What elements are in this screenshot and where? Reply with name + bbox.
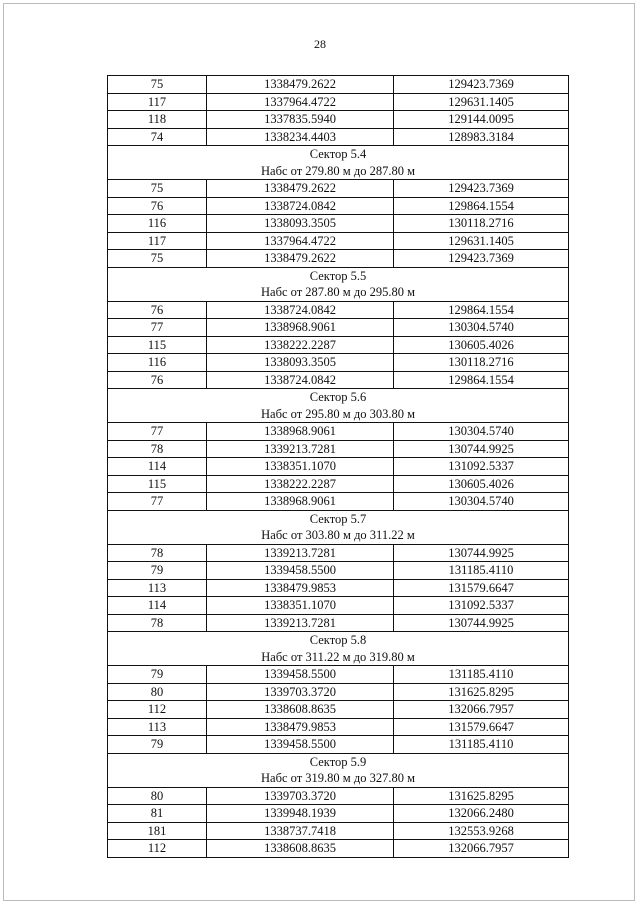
point-number-cell: 79 [108, 666, 207, 684]
y-coordinate-cell: 130744.9925 [394, 544, 569, 562]
y-coordinate-cell: 130304.5740 [394, 493, 569, 511]
x-coordinate-cell: 1338222.2287 [207, 475, 394, 493]
x-coordinate-cell: 1337835.5940 [207, 111, 394, 129]
table-row [108, 423, 569, 441]
x-coordinate-cell: 1338093.3505 [207, 354, 394, 372]
sector-header-row [108, 146, 569, 163]
y-coordinate-cell: 131185.4110 [394, 666, 569, 684]
sector-range-row [108, 406, 569, 423]
sector-range: Набс от 279.80 м до 287.80 м [108, 163, 569, 180]
table-row [108, 232, 569, 250]
y-coordinate-cell: 131092.5337 [394, 597, 569, 615]
sector-title: Сектор 5.4 [108, 146, 569, 163]
y-coordinate-cell: 131625.8295 [394, 787, 569, 805]
x-coordinate-cell: 1339213.7281 [207, 440, 394, 458]
table-row [108, 736, 569, 754]
y-coordinate-cell: 129864.1554 [394, 301, 569, 319]
table-row [108, 111, 569, 129]
x-coordinate-cell: 1338479.2622 [207, 76, 394, 94]
x-coordinate-cell: 1339213.7281 [207, 614, 394, 632]
y-coordinate-cell: 132553.9268 [394, 822, 569, 840]
y-coordinate-cell: 129423.7369 [394, 76, 569, 94]
sector-header-row [108, 753, 569, 770]
point-number-cell: 112 [108, 701, 207, 719]
y-coordinate-cell: 130744.9925 [394, 614, 569, 632]
table-row [108, 76, 569, 94]
point-number-cell: 78 [108, 544, 207, 562]
table-row [108, 493, 569, 511]
y-coordinate-cell: 131579.6647 [394, 579, 569, 597]
x-coordinate-cell: 1338724.0842 [207, 371, 394, 389]
sector-range-row [108, 527, 569, 544]
y-coordinate-cell: 132066.7957 [394, 840, 569, 858]
table-row [108, 597, 569, 615]
point-number-cell: 118 [108, 111, 207, 129]
table-row [108, 440, 569, 458]
point-number-cell: 76 [108, 371, 207, 389]
sector-range: Набс от 303.80 м до 311.22 м [108, 527, 569, 544]
y-coordinate-cell: 130118.2716 [394, 354, 569, 372]
point-number-cell: 75 [108, 180, 207, 198]
point-number-cell: 76 [108, 301, 207, 319]
point-number-cell: 75 [108, 76, 207, 94]
page-number: 28 [314, 37, 326, 51]
point-number-cell: 77 [108, 319, 207, 337]
x-coordinate-cell: 1339703.3720 [207, 787, 394, 805]
y-coordinate-cell: 129864.1554 [394, 197, 569, 215]
y-coordinate-cell: 132066.2480 [394, 805, 569, 823]
table-row [108, 371, 569, 389]
point-number-cell: 76 [108, 197, 207, 215]
table-row [108, 579, 569, 597]
point-number-cell: 79 [108, 736, 207, 754]
y-coordinate-cell: 130304.5740 [394, 319, 569, 337]
table-row [108, 250, 569, 268]
x-coordinate-cell: 1337964.4722 [207, 93, 394, 111]
x-coordinate-cell: 1339213.7281 [207, 544, 394, 562]
x-coordinate-cell: 1338093.3505 [207, 215, 394, 233]
table-row [108, 301, 569, 319]
y-coordinate-cell: 131185.4110 [394, 562, 569, 580]
sector-range-row [108, 649, 569, 666]
table-row [108, 614, 569, 632]
table-row [108, 93, 569, 111]
point-number-cell: 117 [108, 93, 207, 111]
table-row [108, 197, 569, 215]
point-number-cell: 116 [108, 354, 207, 372]
y-coordinate-cell: 130605.4026 [394, 336, 569, 354]
x-coordinate-cell: 1338724.0842 [207, 301, 394, 319]
sector-range: Набс от 311.22 м до 319.80 м [108, 649, 569, 666]
sector-range-row [108, 770, 569, 787]
y-coordinate-cell: 131579.6647 [394, 718, 569, 736]
sector-header-row [108, 267, 569, 284]
table-row [108, 336, 569, 354]
y-coordinate-cell: 131092.5337 [394, 458, 569, 476]
x-coordinate-cell: 1338968.9061 [207, 319, 394, 337]
point-number-cell: 79 [108, 562, 207, 580]
x-coordinate-cell: 1338479.9853 [207, 718, 394, 736]
x-coordinate-cell: 1337964.4722 [207, 232, 394, 250]
table-row [108, 840, 569, 858]
point-number-cell: 113 [108, 579, 207, 597]
y-coordinate-cell: 130605.4026 [394, 475, 569, 493]
table-row [108, 822, 569, 840]
sector-title: Сектор 5.8 [108, 632, 569, 649]
point-number-cell: 115 [108, 336, 207, 354]
x-coordinate-cell: 1338351.1070 [207, 458, 394, 476]
table-row [108, 475, 569, 493]
table-row [108, 458, 569, 476]
y-coordinate-cell: 129144.0095 [394, 111, 569, 129]
table-row [108, 805, 569, 823]
sector-title: Сектор 5.9 [108, 753, 569, 770]
sector-header-row [108, 510, 569, 527]
point-number-cell: 116 [108, 215, 207, 233]
table-row [108, 683, 569, 701]
y-coordinate-cell: 129631.1405 [394, 232, 569, 250]
point-number-cell: 115 [108, 475, 207, 493]
sector-header-row [108, 632, 569, 649]
sector-header-row [108, 389, 569, 406]
point-number-cell: 80 [108, 787, 207, 805]
table-row [108, 354, 569, 372]
x-coordinate-cell: 1338479.2622 [207, 180, 394, 198]
x-coordinate-cell: 1338234.4403 [207, 128, 394, 146]
x-coordinate-cell: 1338968.9061 [207, 493, 394, 511]
point-number-cell: 80 [108, 683, 207, 701]
y-coordinate-cell: 130304.5740 [394, 423, 569, 441]
x-coordinate-cell: 1338737.7418 [207, 822, 394, 840]
x-coordinate-cell: 1339458.5500 [207, 736, 394, 754]
table-row [108, 544, 569, 562]
y-coordinate-cell: 129423.7369 [394, 250, 569, 268]
y-coordinate-cell: 130118.2716 [394, 215, 569, 233]
x-coordinate-cell: 1339703.3720 [207, 683, 394, 701]
x-coordinate-cell: 1339948.1939 [207, 805, 394, 823]
point-number-cell: 77 [108, 423, 207, 441]
point-number-cell: 75 [108, 250, 207, 268]
point-number-cell: 78 [108, 440, 207, 458]
x-coordinate-cell: 1338608.8635 [207, 701, 394, 719]
coordinates-table [107, 75, 569, 858]
sector-title: Сектор 5.5 [108, 267, 569, 284]
x-coordinate-cell: 1338222.2287 [207, 336, 394, 354]
table-row [108, 562, 569, 580]
x-coordinate-cell: 1338968.9061 [207, 423, 394, 441]
point-number-cell: 114 [108, 458, 207, 476]
sector-range: Набс от 319.80 м до 327.80 м [108, 770, 569, 787]
table-row [108, 180, 569, 198]
point-number-cell: 74 [108, 128, 207, 146]
table-row [108, 319, 569, 337]
x-coordinate-cell: 1338479.9853 [207, 579, 394, 597]
table-row [108, 787, 569, 805]
x-coordinate-cell: 1339458.5500 [207, 666, 394, 684]
point-number-cell: 81 [108, 805, 207, 823]
y-coordinate-cell: 129423.7369 [394, 180, 569, 198]
x-coordinate-cell: 1338479.2622 [207, 250, 394, 268]
sector-range: Набс от 287.80 м до 295.80 м [108, 284, 569, 301]
y-coordinate-cell: 132066.7957 [394, 701, 569, 719]
x-coordinate-cell: 1338608.8635 [207, 840, 394, 858]
y-coordinate-cell: 131185.4110 [394, 736, 569, 754]
sector-range-row [108, 163, 569, 180]
point-number-cell: 181 [108, 822, 207, 840]
x-coordinate-cell: 1338724.0842 [207, 197, 394, 215]
table-row [108, 666, 569, 684]
y-coordinate-cell: 129864.1554 [394, 371, 569, 389]
sector-title: Сектор 5.7 [108, 510, 569, 527]
table-row [108, 701, 569, 719]
sector-range: Набс от 295.80 м до 303.80 м [108, 406, 569, 423]
table-row [108, 128, 569, 146]
point-number-cell: 77 [108, 493, 207, 511]
y-coordinate-cell: 130744.9925 [394, 440, 569, 458]
sector-range-row [108, 284, 569, 301]
coordinates-table-body [108, 76, 569, 858]
y-coordinate-cell: 128983.3184 [394, 128, 569, 146]
y-coordinate-cell: 131625.8295 [394, 683, 569, 701]
point-number-cell: 112 [108, 840, 207, 858]
x-coordinate-cell: 1339458.5500 [207, 562, 394, 580]
point-number-cell: 117 [108, 232, 207, 250]
sector-title: Сектор 5.6 [108, 389, 569, 406]
point-number-cell: 114 [108, 597, 207, 615]
table-row [108, 215, 569, 233]
table-row [108, 718, 569, 736]
point-number-cell: 78 [108, 614, 207, 632]
y-coordinate-cell: 129631.1405 [394, 93, 569, 111]
x-coordinate-cell: 1338351.1070 [207, 597, 394, 615]
point-number-cell: 113 [108, 718, 207, 736]
